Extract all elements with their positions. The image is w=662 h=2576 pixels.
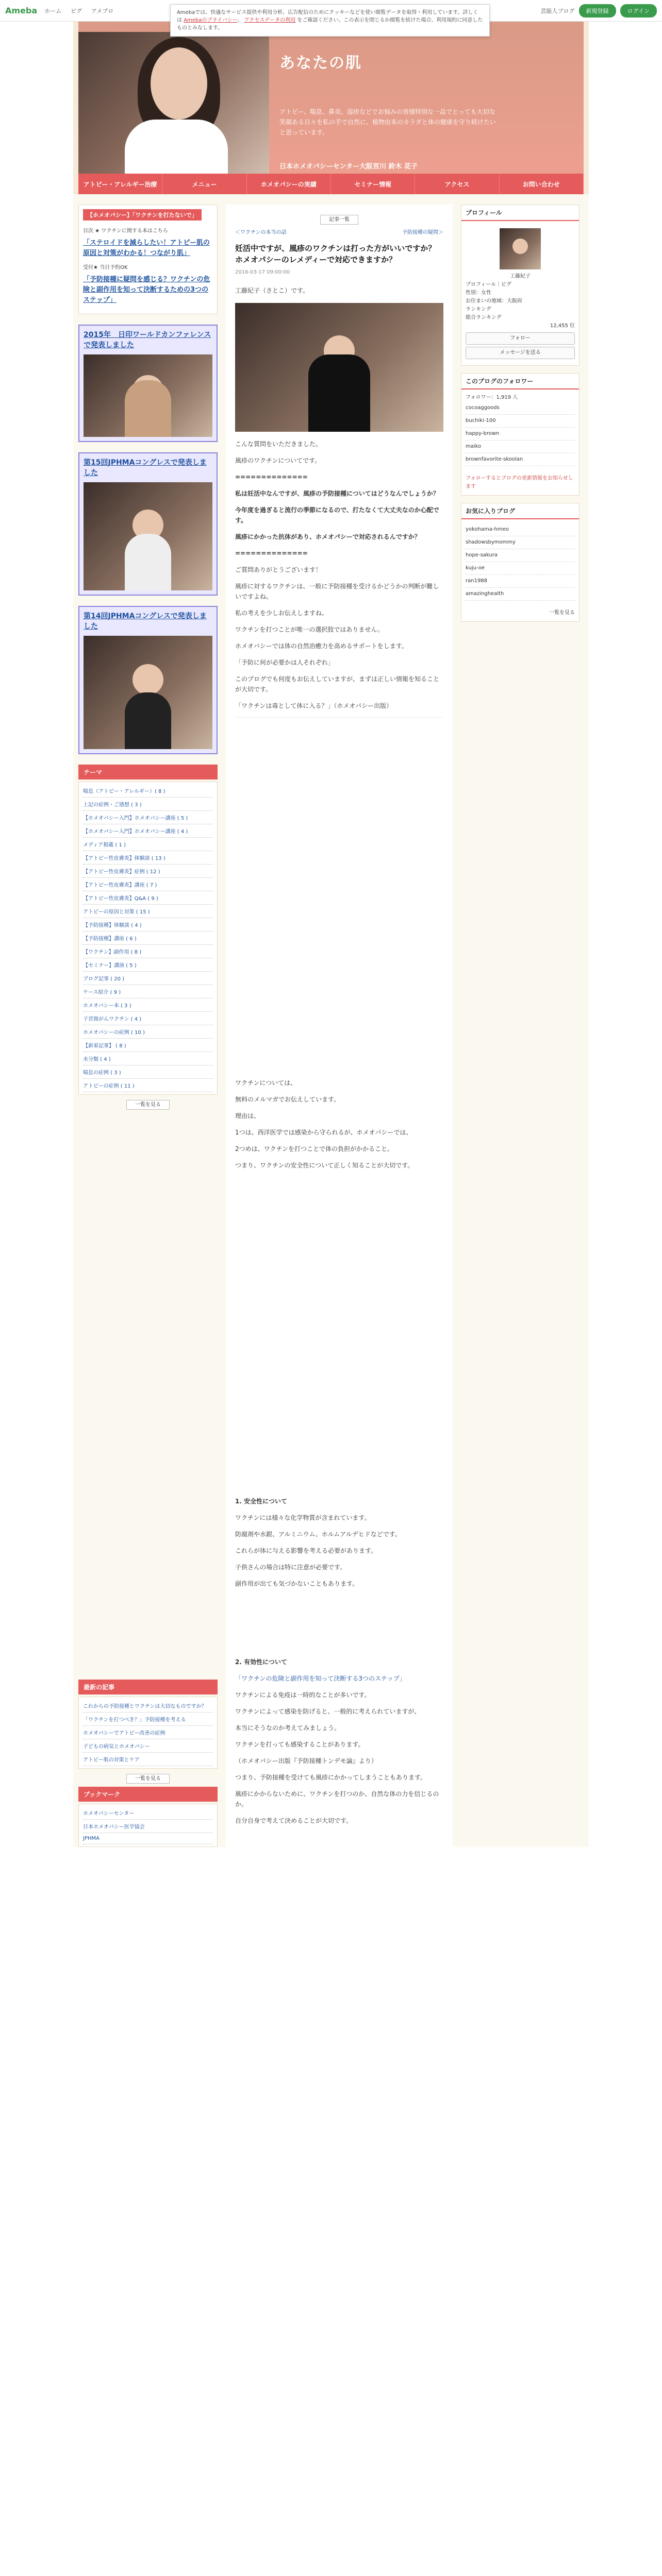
follower-item[interactable]: happy-brown	[466, 428, 575, 440]
conference-box	[78, 452, 218, 596]
right-column	[461, 205, 580, 1847]
favorite-blog-item[interactable]: shadowsbymommy	[466, 536, 575, 549]
theme-item[interactable]: 【ホメオパシー入門】ホメオパシー講座 ( 5 )	[83, 811, 213, 824]
theme-item[interactable]: 【アトピー性皮膚炎】症例 ( 12 )	[83, 865, 213, 878]
favorites-box	[461, 503, 580, 622]
recent-item[interactable]: 子どもの病気とホメオパシー	[83, 1739, 213, 1753]
theme-item[interactable]: 【ワクチン】副作用 ( 8 )	[83, 945, 213, 958]
ad-banner: 【ホメオパシー】「ワクチンを打たないで」 目次 ★ ワクチンに関する本はこちら 「ステロイドを減らしたい！アトピー肌の原因と対策がわかる！つながり肌」 受付★ 当日予約OK 「予防接種に疑問を感じる？ワクチンの危険と副作用を知って決断するための3つのステップ」	[78, 205, 218, 314]
follower-item[interactable]: buchiki-100	[466, 415, 575, 428]
columns	[73, 194, 589, 1847]
bookmark-item[interactable]: JPHMA	[83, 1833, 213, 1844]
ad-banner-head: 【ホメオパシー】「ワクチンを打たないで」	[83, 209, 202, 221]
entry-body: 工藤紀子（さとこ）です。 こんな質問をいただきました。 風疹のワクチンについてです。 ============== 私は妊活中なんですが、風疹の予防接種についてはどうなんでしょうか？ 今年度を過ぎると流行の季節になるので、打たなくて大丈夫なのか心配です。 風疹にかかった抗体があり、ホメオパシーで対応されるんですか？ ============== ご質問ありがとうございます！ 風疹に対するワクチンは、一般に予防接種を受けるかどうかの判断が難しいですよね。 私の考えを少しお伝えしますね。 ワクチンを打つことが唯一の選択肢ではありません。 ホメオパシーでは体の自然治癒力を高めるサポートをします。 「予防に何が必要かは人それぞれ」 このブログでも何度もお伝えしていますが、まずは正しい情報を知ることが大切です。 「ワクチンは毒として体に入る？」（ホメオパシー出版） ワクチンについては、 無料のメルマガでお伝えしています。 理由は、 1つは、西洋医学では感染から守られるが、ホメオパシーでは、 2つめは、ワクチンを打つことで体の負担がかかること。 つまり、ワクチンの安全性について正しく知ることが大切です。 1. 安全性について ワクチンには様々な化学物質が含まれています。 防腐剤や水銀、アルミニウム、ホルムアルデヒドなどです。 これらが体に与える影響を考える必要があります。 子供さんの場合は特に注意が必要です。 副作用が出ても気づかないこともあります。 2. 有効性について 「ワクチンの危険と副作用を知って決断する3つのステップ」 ワクチンによる免疫は一時的なことが多いです。 ワクチンによって感染を防げると、一般的に考えられていますが、 本当にそうなのか考えてみましょう。 ワクチンを打っても感染することがあります。 （ホメオパシー出版『予防接種トンデモ論』より） つまり、予防接種を受けても風疹にかかってしまうこともあります。 風疹にかからないために、ワクチンを打つのか、自然な体の力を信じるのか。 自分自身で考えて決めることが大切です。	[235, 285, 443, 1826]
conference-box	[78, 606, 218, 754]
favorite-blog-item[interactable]: amazinghealth	[466, 588, 575, 601]
theme-heading: テーマ	[78, 765, 218, 779]
theme-item[interactable]: ケース紹介 ( 9 )	[83, 985, 213, 998]
theme-item[interactable]: 子宮頸がんワクチン ( 4 )	[83, 1012, 213, 1025]
gnav-item[interactable]: セミナー情報	[331, 174, 415, 194]
more-link[interactable]: 一覧を見る	[549, 610, 575, 616]
followers-heading: このブログのフォロワー	[461, 374, 579, 389]
bookmark-list	[78, 1804, 218, 1847]
theme-list	[78, 782, 218, 1095]
blog-header	[73, 22, 589, 194]
top-bar	[0, 0, 662, 31]
theme-item[interactable]: 【新着記事】 ( 8 )	[83, 1039, 213, 1052]
theme-item[interactable]: ホメオパシーの症例 ( 10 )	[83, 1025, 213, 1039]
section-heading: 2. 有効性について	[235, 1658, 287, 1666]
global-nav	[78, 174, 584, 194]
favorite-blog-item[interactable]: hope-sakura	[466, 549, 575, 562]
entry-title[interactable]: 妊活中ですが、風疹のワクチンは打った方がいいですか？ホメオパシーのレメディーで対応できますか？	[235, 244, 436, 264]
recent-item[interactable]: これからの予防接種とワクチンは大切なものですか？	[83, 1699, 213, 1713]
recent-item[interactable]: 「ワクチンを打つべき？」予防接種を考える	[83, 1713, 213, 1726]
pager	[235, 228, 443, 235]
theme-item[interactable]: 【セミナー】講演 ( 5 )	[83, 958, 213, 972]
section-heading: 1. 安全性について	[235, 1498, 287, 1505]
followers-box	[461, 373, 580, 496]
entry-photo	[235, 303, 443, 432]
ad-link[interactable]: 「ステロイドを減らしたい！アトピー肌の原因と対策がわかる！つながり肌」	[83, 239, 210, 257]
follow-button[interactable]: フォロー	[466, 332, 575, 345]
entry-date: 2016-03-17 09:00:00	[235, 269, 290, 275]
main-column	[226, 205, 453, 1847]
conference-photo[interactable]	[84, 636, 212, 749]
nav-pigg[interactable]: ピグ	[70, 7, 82, 14]
nav-ameblo[interactable]: アメブロ	[91, 7, 114, 14]
conference-link[interactable]: 2015年 日印ワールドカンファレンスで発表しました	[84, 331, 211, 349]
access-data-link[interactable]: アクセスデータの利用	[244, 18, 296, 23]
theme-item[interactable]: アトピーの症例 ( 11 )	[83, 1079, 213, 1092]
profile-box: プロフィール 工藤紀子 プロフィール｜ピグ 性別：女性 お住まいの地域：大阪府 ランキング 総合ランキング 12,455 位 フォロー メッセージを送る	[461, 205, 580, 366]
mailmag-link[interactable]: 「ワクチンの危険と副作用を知って決断する3つのステップ」	[235, 1675, 406, 1682]
bookmark-item[interactable]: ホメオパシーセンター	[83, 1806, 213, 1820]
blog-author: 日本ホメオパシーセンター大阪宮川 鈴木 花子	[279, 163, 418, 171]
recent-heading: 最新の記事	[78, 1680, 218, 1694]
gnav-item[interactable]: メニュー	[162, 174, 246, 194]
conference-photo[interactable]	[84, 482, 212, 590]
blog-title[interactable]: あなたの肌	[279, 54, 362, 72]
recent-list	[78, 1697, 218, 1769]
conference-box	[78, 325, 218, 442]
entry-list-button[interactable]: 記事一覧	[320, 215, 358, 225]
privacy-link[interactable]: Amebaのプライバシー	[184, 18, 238, 23]
theme-item[interactable]: 【予防接種】講座 ( 6 )	[83, 931, 213, 945]
theme-item[interactable]: 【アトピー性皮膚炎】Q&A ( 9 )	[83, 891, 213, 905]
gnav-item[interactable]: アクセス	[415, 174, 499, 194]
recent-item[interactable]: ホメオパシーでアトピー改善の症例	[83, 1726, 213, 1739]
favorite-blog-item[interactable]: yokohama-hmeo	[466, 523, 575, 536]
recent-item[interactable]: アトピー肌の対策とケア	[83, 1753, 213, 1766]
follower-item[interactable]: maiko	[466, 440, 575, 453]
theme-item[interactable]: 喘息（アトピー・アレルギー）( 8 )	[83, 784, 213, 798]
celebrity-blog-link[interactable]: 芸能人ブログ	[540, 8, 575, 14]
page-wrapper	[73, 22, 589, 1847]
next-entry-link[interactable]: 予防接種の疑問＞	[402, 230, 443, 235]
prev-entry-link[interactable]: ＜ワクチンの本当の話	[235, 230, 287, 235]
theme-item[interactable]: ブログ記事 ( 20 )	[83, 972, 213, 985]
follower-count: フォロワー：1,919 人	[466, 395, 518, 400]
gnav-item[interactable]: ホメオパシーの実績	[247, 174, 331, 194]
theme-item[interactable]: 【ホメオパシー入門】ホメオパシー講座 ( 4 )	[83, 824, 213, 838]
conference-link[interactable]: 第15回JPHMAコングレスで発表しました	[84, 459, 207, 477]
ameba-logo[interactable]: Ameba	[5, 6, 38, 15]
profile-avatar[interactable]	[500, 228, 541, 269]
theme-item[interactable]: アトピーの原因と対策 ( 15 )	[83, 905, 213, 918]
more-link[interactable]: 一覧を見る	[126, 1100, 170, 1110]
theme-item[interactable]: ホメオパシー本 ( 3 )	[83, 998, 213, 1012]
login-button[interactable]: ログイン	[620, 4, 657, 18]
follow-note: フォローするとブログの更新情報をお知らせします	[466, 476, 573, 489]
signup-button[interactable]: 新規登録	[579, 4, 616, 18]
left-column	[78, 205, 218, 1847]
cookie-notice: Amebaでは、快適なサービス提供や利用分析、広告配信のためにクッキーなどを使い閲覧データを取得・利用しています。詳しくは Amebaのプライバシー、 アクセスデータの利用 をご確認ください。この表示を閉じるか閲覧を続けた場合、利用規約に同意したものとみなします。	[170, 4, 490, 37]
favorite-blog-item[interactable]: kuju-oe	[466, 562, 575, 575]
ad-link[interactable]: 「予防接種に疑問を感じる？ワクチンの危険と副作用を知って決断するための3つのステップ」	[83, 276, 210, 304]
conference-link[interactable]: 第14回JPHMAコングレスで発表しました	[84, 612, 207, 631]
top-buttons	[541, 4, 657, 18]
profile-name[interactable]: 工藤紀子	[510, 274, 531, 279]
theme-item[interactable]: メディア掲載 ( 1 )	[83, 838, 213, 851]
theme-item[interactable]: 未分類 ( 4 )	[83, 1052, 213, 1065]
theme-item[interactable]: 【予防接種】体験談 ( 4 )	[83, 918, 213, 931]
profile-heading: プロフィール	[461, 205, 579, 221]
theme-item[interactable]: 【アトピー性皮膚炎】講座 ( 7 )	[83, 878, 213, 891]
follower-item[interactable]: brownfavorite-skoolan	[466, 453, 575, 466]
gnav-item[interactable]: アトピー・アレルギー治療	[78, 174, 162, 194]
entry-image-placeholder	[235, 717, 443, 1078]
gnav-item[interactable]: お問い合わせ	[500, 174, 584, 194]
conference-photo[interactable]	[84, 354, 212, 437]
favorites-heading: お気に入りブログ	[461, 503, 579, 519]
top-nav	[44, 7, 121, 15]
bookmark-heading: ブックマーク	[78, 1787, 218, 1802]
header-photo	[78, 32, 269, 184]
message-button[interactable]: メッセージを送る	[466, 347, 575, 359]
theme-item[interactable]: 【アトピー性皮膚炎】体験談 ( 13 )	[83, 851, 213, 865]
blog-subtitle: アトピー、喘息、鼻炎、湿疹などでお悩みの皆様特別な一品でとっても大切な笑顔ある日々を私の手で自然に、植物由来のカラダと体の健康を守り続けたいと思っています。	[279, 108, 496, 136]
follower-item[interactable]: cocoaggoods	[466, 402, 575, 415]
favorite-blog-item[interactable]: ran1988	[466, 575, 575, 588]
more-link[interactable]: 一覧を見る	[126, 1774, 170, 1784]
theme-item[interactable]: 上記の症例・ご感想 ( 3 )	[83, 798, 213, 811]
nav-home[interactable]: ホーム	[44, 7, 62, 14]
bookmark-item[interactable]: 日本ホメオパシー医学協会	[83, 1820, 213, 1833]
theme-item[interactable]: 喘息の症例 ( 3 )	[83, 1065, 213, 1079]
rank-number: 12,455 位	[550, 323, 575, 329]
